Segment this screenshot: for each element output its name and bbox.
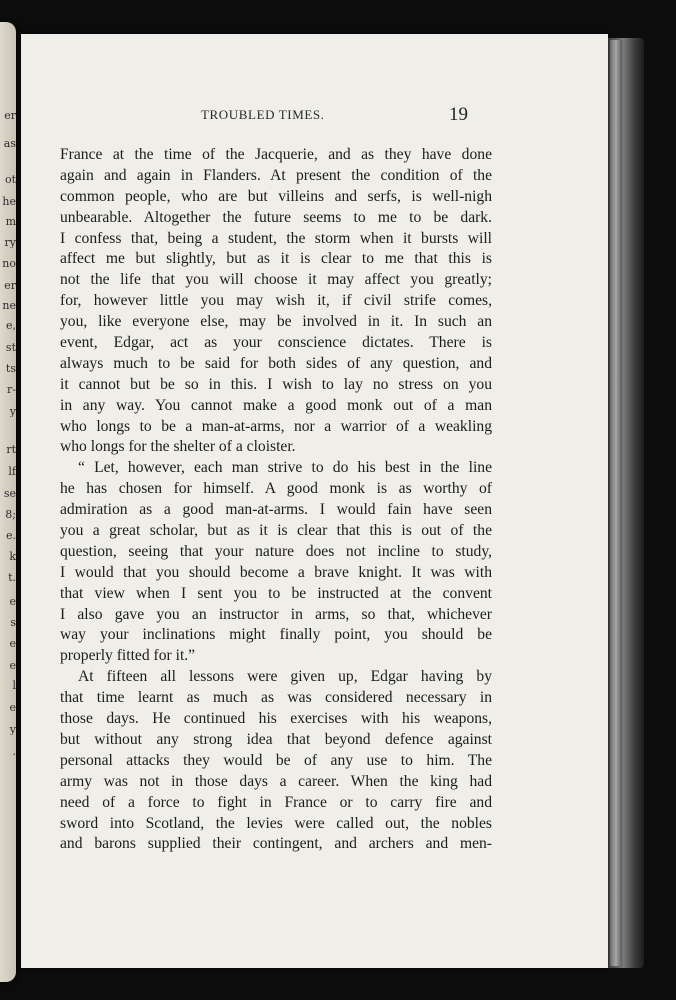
text-line: those days. He continued his exercises with his weapons, bbox=[60, 710, 492, 728]
text-line: question, seeing that your nature does not incline to study, bbox=[60, 542, 492, 560]
text-line: properly fitted for it.” bbox=[60, 647, 196, 665]
facing-page-text-fragment: lf bbox=[8, 466, 16, 477]
text-line: that view when I sent you to be instructed at the convent bbox=[60, 584, 492, 602]
text-line: that time learnt as much as was considered necessary in bbox=[60, 689, 492, 707]
facing-page-text-fragment: e bbox=[9, 638, 16, 649]
facing-page-text-fragment: no bbox=[2, 258, 16, 269]
text-line: “ Let, however, each man strive to do his best in the line bbox=[78, 459, 492, 477]
text-line: personal attacks they would be of any use to him. The bbox=[60, 751, 492, 769]
facing-page-text-fragment: ts bbox=[5, 363, 16, 374]
running-title: TROUBLED TIMES. bbox=[201, 107, 325, 122]
facing-page-text-fragment: rt bbox=[6, 444, 16, 455]
book-page-stack bbox=[610, 40, 622, 966]
facing-page-text-fragment: ne bbox=[2, 300, 16, 311]
facing-page-text-fragment: e, bbox=[5, 320, 16, 331]
text-line: I would that you should become a brave knight. It was with bbox=[60, 563, 492, 581]
facing-page-text-fragment: y bbox=[9, 406, 16, 417]
text-line: you, like everyone else, may be involved in it. In such an bbox=[60, 313, 492, 331]
text-line: but without any strong idea that beyond defence against bbox=[60, 730, 492, 748]
body-text bbox=[60, 145, 492, 855]
text-line: affect me but slightly, but as it is clear to me that this is bbox=[60, 250, 492, 268]
text-line: admiration as a good man-at-arms. I would fain have seen bbox=[60, 501, 492, 519]
facing-page-text-fragment: er bbox=[4, 280, 16, 291]
facing-page-text-fragment: m bbox=[5, 216, 16, 227]
facing-page-text-fragment: e bbox=[9, 702, 16, 713]
facing-page-text-fragment: s bbox=[10, 617, 16, 628]
facing-page-text-fragment: er bbox=[4, 110, 16, 121]
text-line: who longs to be a man-at-arms, nor a warrior of a weakling bbox=[60, 417, 492, 435]
page-number: 19 bbox=[449, 104, 468, 125]
text-line: France at the time of the Jacquerie, and as they have done bbox=[60, 146, 492, 163]
facing-page-text-fragment: ot bbox=[4, 174, 16, 185]
facing-page-text-fragment: k bbox=[9, 551, 16, 562]
facing-page-edge bbox=[0, 22, 16, 982]
text-line: way your inclinations might finally point, you should be bbox=[60, 626, 492, 644]
facing-page-text-fragment: 8; bbox=[5, 509, 16, 520]
text-line: and barons supplied their contingent, and archers and men- bbox=[60, 835, 492, 853]
facing-page-text-fragment: e. bbox=[5, 530, 16, 541]
text-line: unbearable. Altogether the future seems to me to be dark. bbox=[60, 208, 492, 226]
running-head bbox=[21, 104, 608, 126]
facing-page-text-fragment: l bbox=[12, 680, 16, 691]
text-line: event, Edgar, act as your conscience dictates. There is bbox=[60, 334, 492, 352]
text-line: common people, who are but villeins and serfs, is well-nigh bbox=[60, 187, 492, 205]
facing-page-text-fragment: as bbox=[3, 138, 16, 149]
facing-page-text-fragment: se bbox=[3, 488, 16, 499]
book-page bbox=[21, 34, 608, 968]
text-line: you a great scholar, but as it is clear that this is out of the bbox=[60, 522, 492, 540]
text-line: for, however little you may wish it, if civil strife comes, bbox=[60, 292, 492, 310]
text-line: I also gave you an instructor in arms, so that, whichever bbox=[60, 605, 492, 623]
text-line: he has chosen for himself. A good monk is as worthy of bbox=[60, 480, 492, 498]
facing-page-text-fragment: r- bbox=[7, 384, 16, 395]
text-line: not the life that you will choose it may affect you greatly; bbox=[60, 271, 492, 289]
facing-page-text-fragment: . bbox=[12, 746, 16, 757]
facing-page-text-fragment: ry bbox=[4, 237, 16, 248]
text-line: sword into Scotland, the levies were called out, the nobles bbox=[60, 814, 492, 832]
text-line: who longs for the shelter of a cloister. bbox=[60, 438, 296, 456]
facing-page-text-fragment: t. bbox=[8, 572, 16, 583]
text-line: I confess that, being a student, the storm when it bursts will bbox=[60, 229, 492, 247]
text-line: it cannot but be so in this. I wish to lay no stress on you bbox=[60, 375, 492, 393]
facing-page-text-fragment: st bbox=[5, 342, 16, 353]
facing-page-text-fragment: e bbox=[9, 596, 16, 607]
text-line: At fifteen all lessons were given up, Edgar having by bbox=[78, 668, 492, 686]
facing-page-text-fragment: e bbox=[9, 660, 16, 671]
facing-page-text-fragment: y bbox=[9, 724, 16, 735]
text-line: always much to be said for both sides of any question, and bbox=[60, 354, 492, 372]
text-line: again and again in Flanders. At present the condition of the bbox=[60, 166, 492, 184]
facing-page-text-fragment: he bbox=[2, 196, 16, 207]
text-line: army was not in those days a career. When the king had bbox=[60, 772, 492, 790]
text-line: in any way. You cannot make a good monk out of a man bbox=[60, 396, 492, 414]
text-line: need of a force to fight in France or to carry fire and bbox=[60, 793, 492, 811]
